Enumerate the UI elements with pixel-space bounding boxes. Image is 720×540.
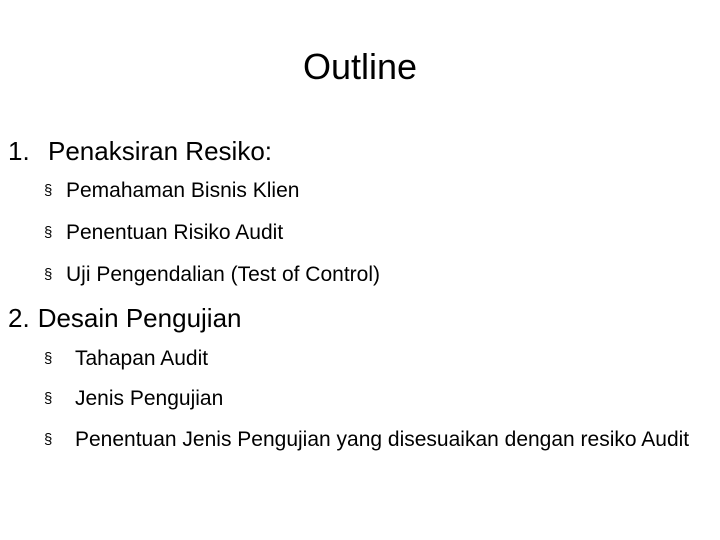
- list-item-text: Jenis Pengujian: [75, 387, 224, 410]
- section-heading: [8, 135, 272, 167]
- bullet-marker: §: [44, 224, 53, 241]
- list-item-text: Tahapan Audit: [75, 347, 209, 370]
- bullet-marker: §: [44, 266, 53, 283]
- bullet-marker: §: [44, 390, 53, 407]
- section-heading-text: Penaksiran Resiko:: [48, 136, 272, 166]
- section-number: 1.: [8, 136, 30, 166]
- list-item-text: Penentuan Jenis Pengujian yang disesuaikan dengan resiko Audit: [75, 428, 690, 451]
- section-heading: [8, 302, 242, 334]
- section-number: 2.: [8, 303, 30, 333]
- list-item-text: Pemahaman Bisnis Klien: [66, 179, 300, 202]
- list-item-text: Penentuan Risiko Audit: [66, 221, 284, 244]
- bullet-marker: §: [44, 182, 53, 199]
- bullet-marker: §: [44, 350, 53, 367]
- section-heading-text: Desain Pengujian: [37, 303, 242, 333]
- slide-title: Outline: [302, 46, 418, 87]
- list-item-text: Uji Pengendalian (Test of Control): [66, 263, 380, 286]
- bullet-marker: §: [44, 431, 53, 448]
